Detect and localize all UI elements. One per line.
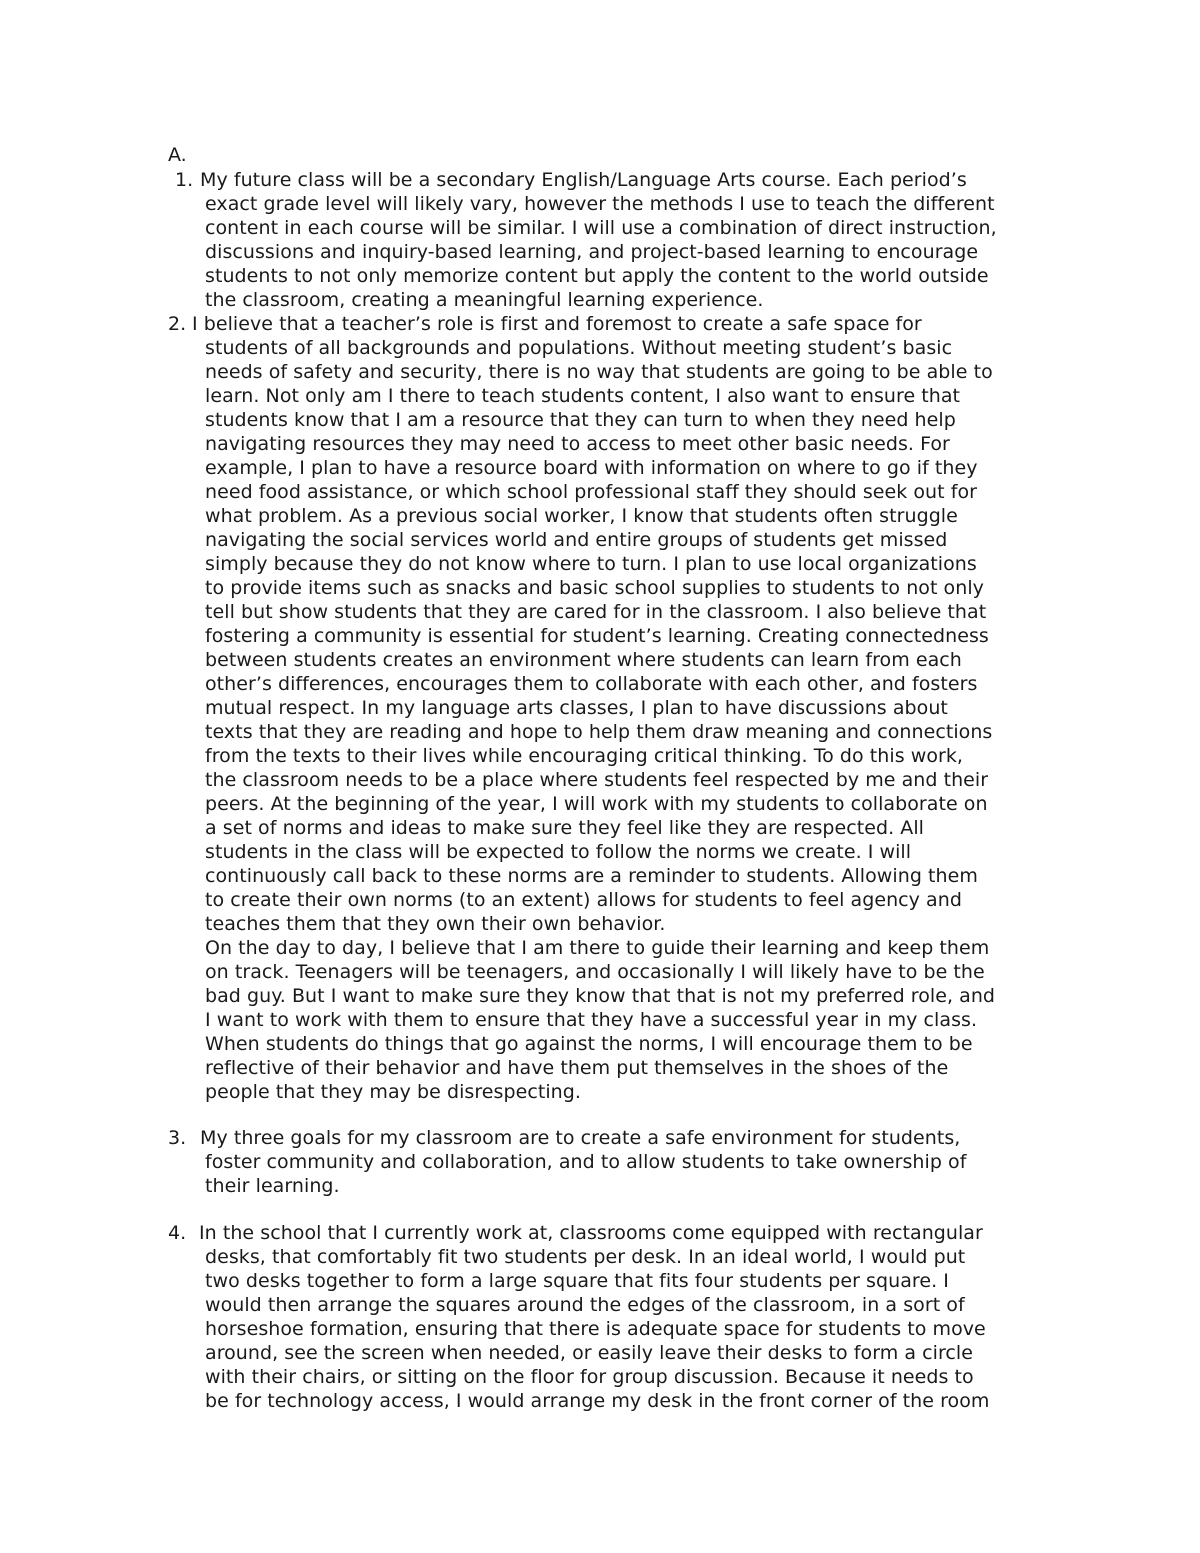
text-line: learn. Not only am I there to teach students content, I also want to ensure that — [205, 385, 961, 407]
text-line: foster community and collaboration, and to allow students to take ownership of — [205, 1151, 967, 1173]
text-line: what problem. As a previous social worker, I know that students often struggle — [205, 505, 958, 527]
text-line: needs of safety and security, there is no way that students are going to be able to — [205, 361, 993, 383]
section-label: A. — [168, 144, 187, 166]
text-line: need food assistance, or which school professional staff they should seek out for — [205, 481, 978, 503]
text-line: around, see the screen when needed, or easily leave their desks to form a circle — [205, 1342, 973, 1364]
text-line: would then arrange the squares around the edges of the classroom, in a sort of — [205, 1294, 965, 1316]
list-number: 1. — [175, 169, 194, 191]
text-line: On the day to day, I believe that I am there to guide their learning and keep them — [205, 937, 990, 959]
text-line: between students creates an environment where students can learn from each — [205, 649, 962, 671]
text-line: to create their own norms (to an extent) allows for students to feel agency and — [205, 889, 962, 911]
text-line: My future class will be a secondary English/Language Arts course. Each period’s — [200, 169, 967, 191]
text-line: reflective of their behavior and have them put themselves in the shoes of the — [205, 1057, 949, 1079]
text-line: desks, that comfortably fit two students per desk. In an ideal world, I would put — [205, 1246, 966, 1268]
list-number: 2. — [168, 313, 187, 335]
text-line: exact grade level will likely vary, however the methods I use to teach the different — [205, 193, 995, 215]
text-line: My three goals for my classroom are to create a safe environment for students, — [200, 1127, 961, 1149]
text-line: be for technology access, I would arrange my desk in the front corner of the room — [205, 1390, 990, 1412]
text-line: the classroom needs to be a place where students feel respected by me and their — [205, 769, 989, 791]
text-line: continuously call back to these norms are a reminder to students. Allowing them — [205, 865, 978, 887]
text-line: texts that they are reading and hope to help them draw meaning and connections — [205, 721, 993, 743]
text-line: content in each course will be similar. I will use a combination of direct instruction, — [205, 217, 997, 239]
text-line: navigating the social services world and entire groups of students get missed — [205, 529, 948, 551]
text-line: bad guy. But I want to make sure they know that that is not my preferred role, and — [205, 985, 996, 1007]
text-line: to provide items such as snacks and basic school supplies to students to not only — [205, 577, 984, 599]
text-line: example, I plan to have a resource board with information on where to go if they — [205, 457, 978, 479]
text-line: teaches them that they own their own behavior. — [205, 913, 666, 935]
text-line: with their chairs, or sitting on the floor for group discussion. Because it needs to — [205, 1366, 974, 1388]
text-line: peers. At the beginning of the year, I will work with my students to collaborate on — [205, 793, 988, 815]
list-number: 3. — [168, 1127, 187, 1149]
text-line: mutual respect. In my language arts classes, I plan to have discussions about — [205, 697, 948, 719]
text-line: In the school that I currently work at, classrooms come equipped with rectangular — [199, 1222, 983, 1244]
text-line: people that they may be disrespecting. — [205, 1081, 581, 1103]
text-line: simply because they do not know where to turn. I plan to use local organizations — [205, 553, 977, 575]
text-line: When students do things that go against the norms, I will encourage them to be — [205, 1033, 973, 1055]
text-line: the classroom, creating a meaningful learning experience. — [205, 289, 764, 311]
text-line: students of all backgrounds and populations. Without meeting student’s basic — [205, 337, 953, 359]
text-line: students in the class will be expected to follow the norms we create. I will — [205, 841, 912, 863]
text-line: tell but show students that they are cared for in the classroom. I also believe that — [205, 601, 987, 623]
text-line: students to not only memorize content but apply the content to the world outside — [205, 265, 989, 287]
text-line: other’s differences, encourages them to collaborate with each other, and fosters — [205, 673, 978, 695]
list-number: 4. — [168, 1222, 187, 1244]
text-line: a set of norms and ideas to make sure they feel like they are respected. All — [205, 817, 924, 839]
text-line: fostering a community is essential for student’s learning. Creating connectedness — [205, 625, 989, 647]
text-line: horseshoe formation, ensuring that there is adequate space for students to move — [205, 1318, 986, 1340]
text-line: from the texts to their lives while encouraging critical thinking. To do this work, — [205, 745, 964, 767]
text-line: two desks together to form a large square that fits four students per square. I — [205, 1270, 949, 1292]
text-line: I believe that a teacher’s role is first and foremost to create a safe space for — [192, 313, 922, 335]
text-line: their learning. — [205, 1175, 340, 1197]
text-line: navigating resources they may need to access to meet other basic needs. For — [205, 433, 950, 455]
text-line: I want to work with them to ensure that they have a successful year in my class. — [205, 1009, 978, 1031]
text-line: students know that I am a resource that they can turn to when they need help — [205, 409, 956, 431]
text-line: on track. Teenagers will be teenagers, and occasionally I will likely have to be the — [205, 961, 985, 983]
text-line: discussions and inquiry-based learning, and project-based learning to encourage — [205, 241, 979, 263]
